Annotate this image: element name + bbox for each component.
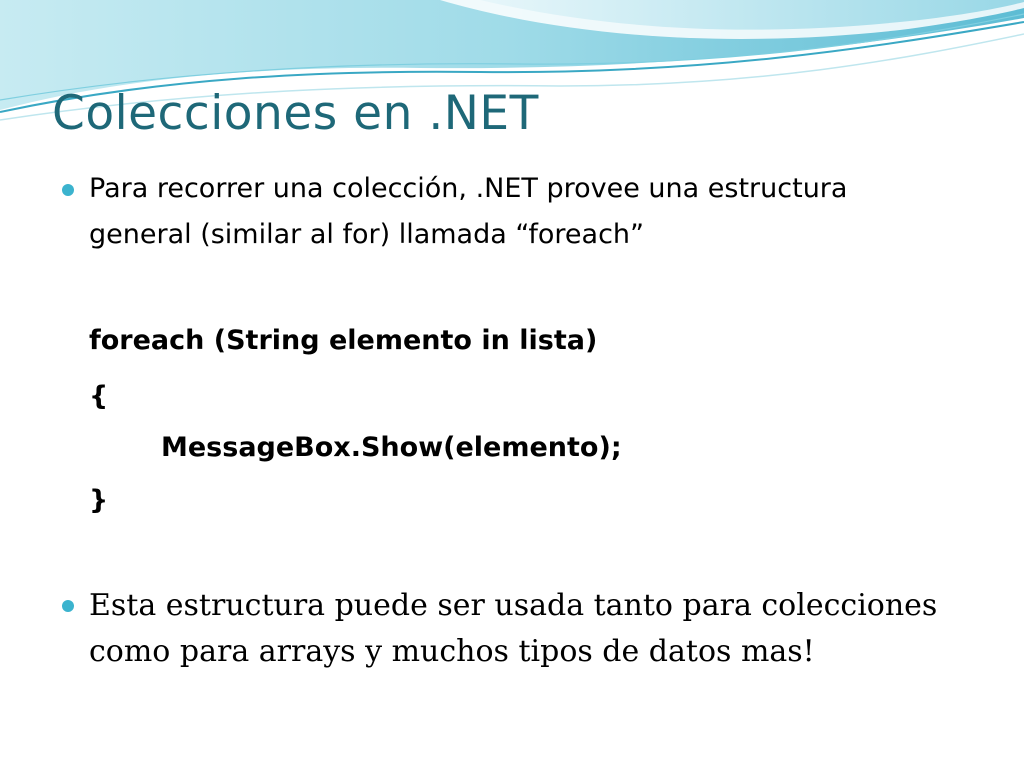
slide-title: Colecciones en .NET [52,86,539,141]
code-line-2: { [89,381,109,412]
code-line-3: MessageBox.Show(elemento); [161,432,622,463]
bullet-dot-2 [62,600,74,612]
code-line-4: } [89,485,109,516]
bullet-dot-1 [62,184,74,196]
code-line-1: foreach (String elemento in lista) [89,325,598,356]
bullet2-line1: Esta estructura puede ser usada tanto para colecciones [89,588,938,623]
bullet1-line1: Para recorrer una colección, .NET provee una estructura [89,173,848,204]
bullet1-line2: general (similar al for) llamada “foreach” [89,219,645,250]
bullet2-line2: como para arrays y muchos tipos de datos mas! [89,634,815,669]
